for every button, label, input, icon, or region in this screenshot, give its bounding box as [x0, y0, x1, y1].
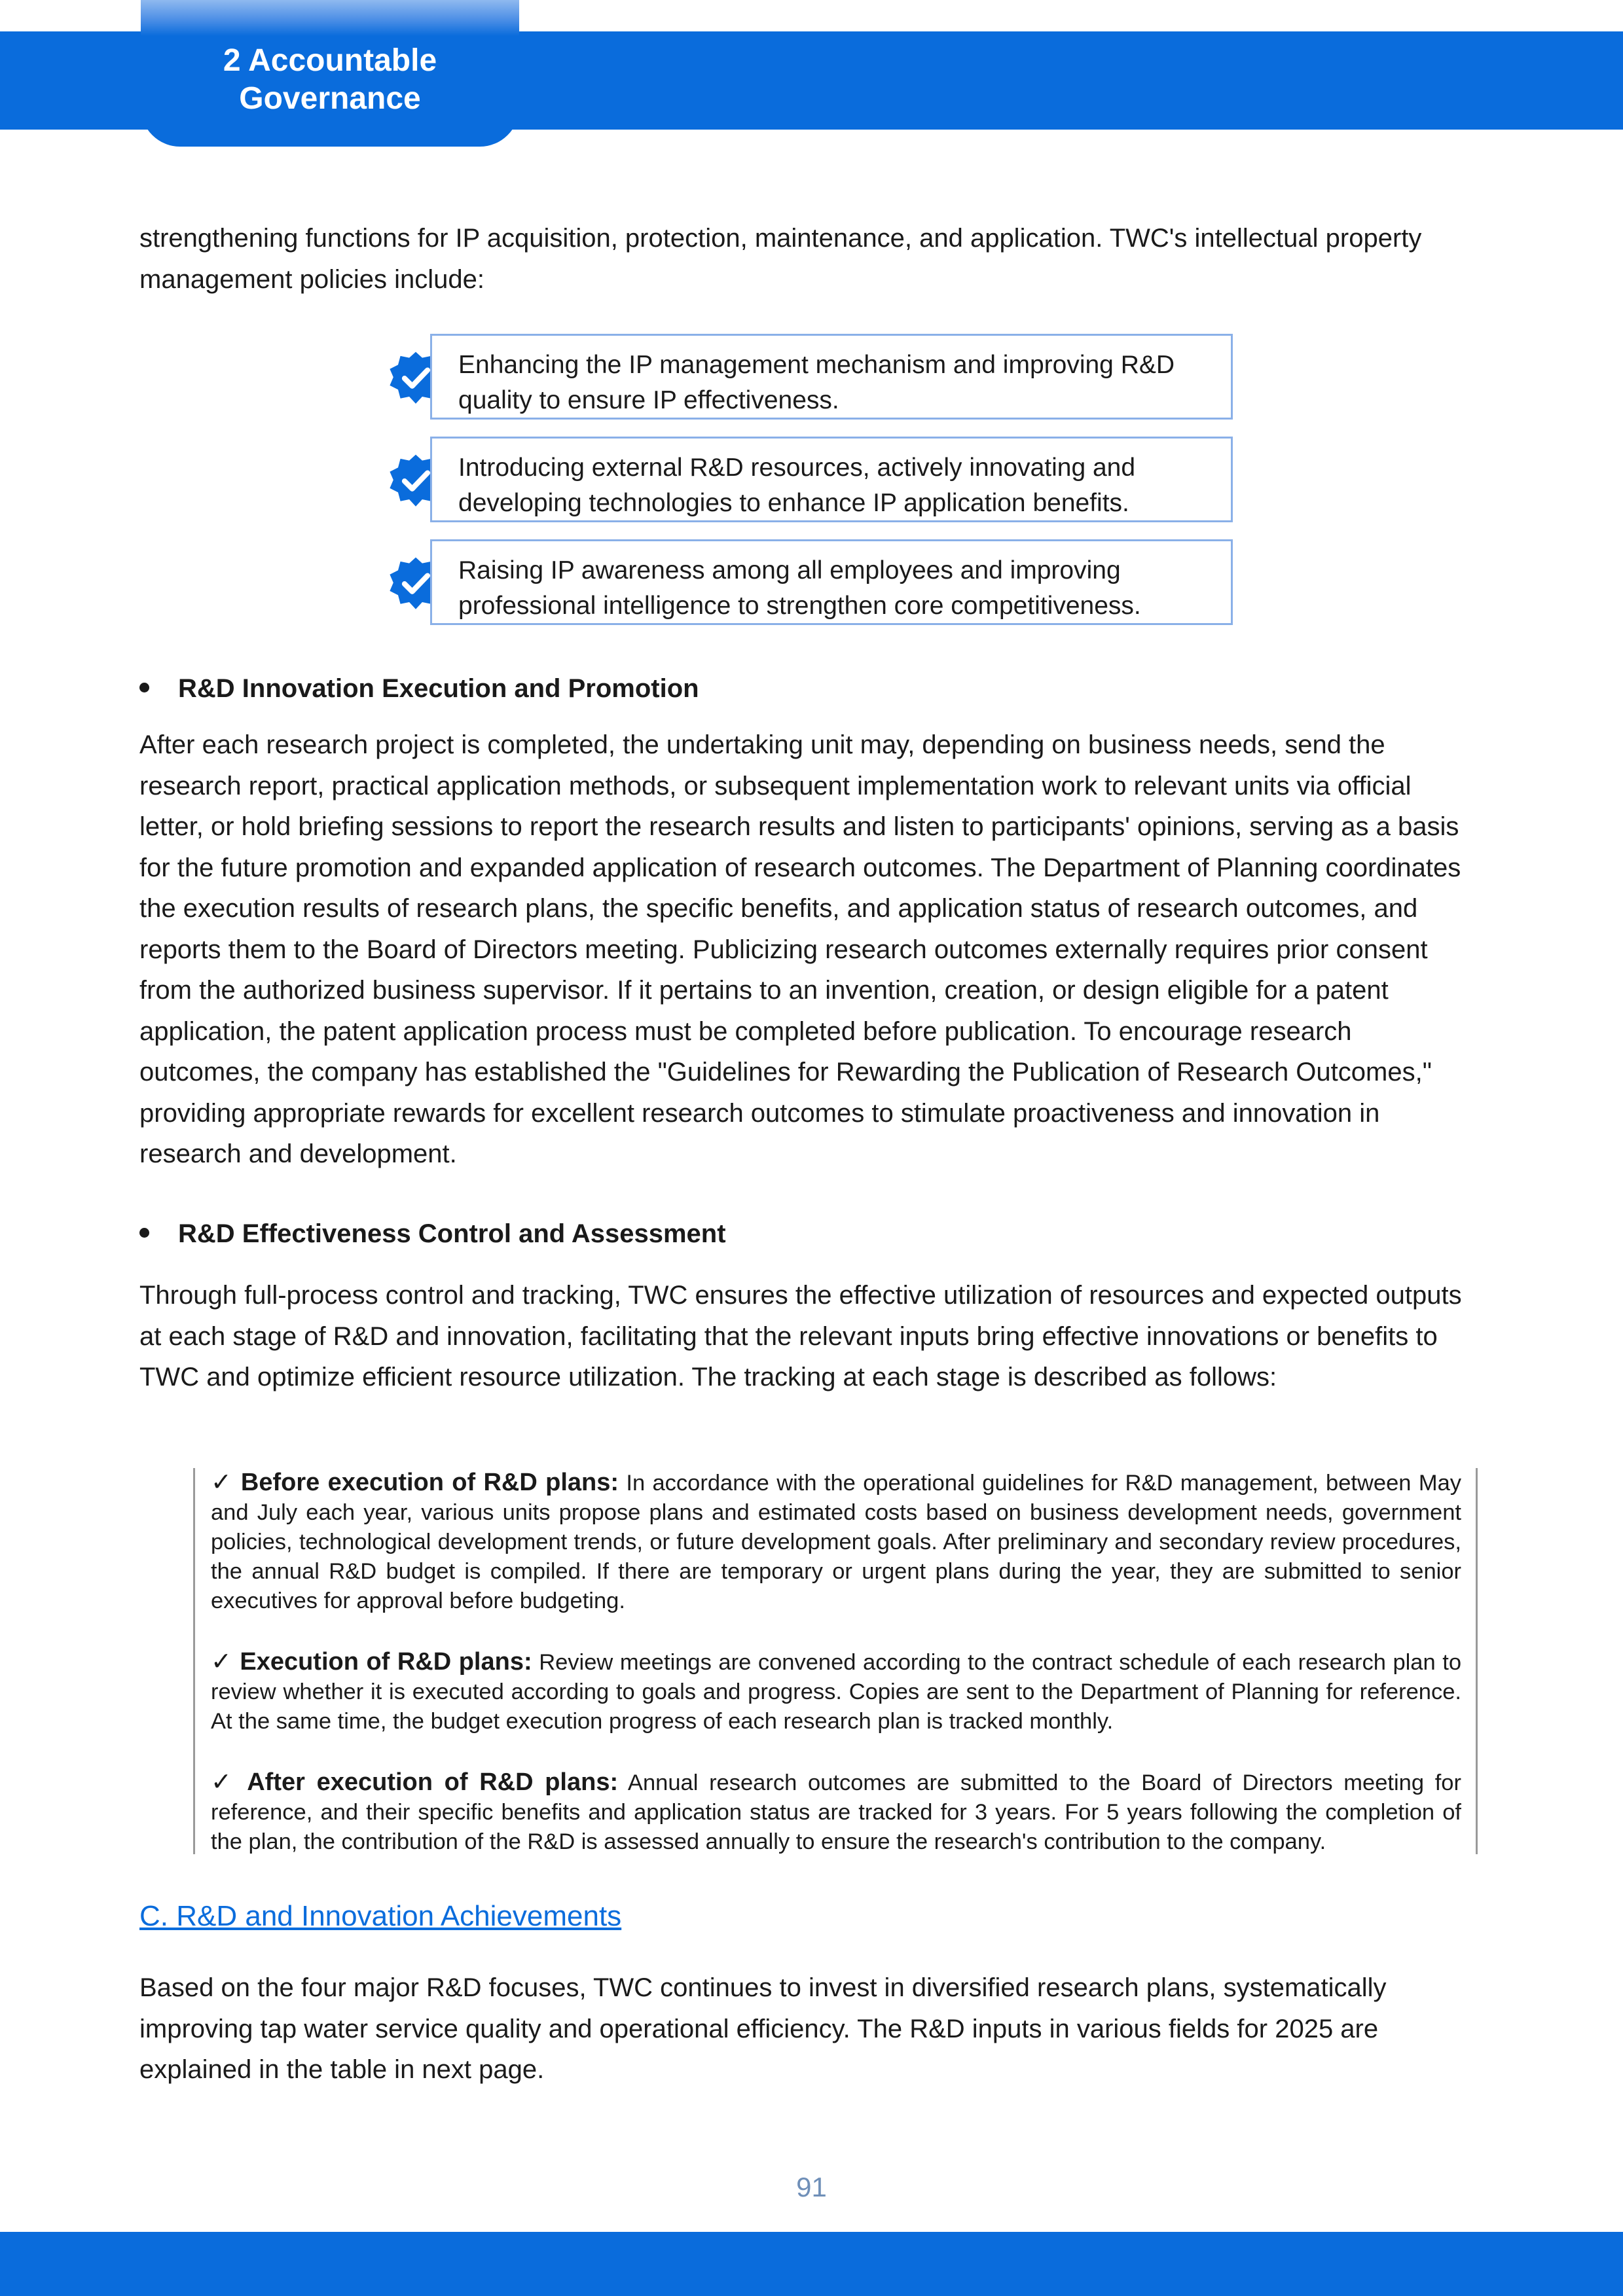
- policy-text: Raising IP awareness among all employees and improving professional intelligence to strengthen core competitiveness.: [430, 539, 1233, 625]
- footer-band: [0, 2232, 1623, 2296]
- stage-text: Annual research outcomes are submitted to the Board of Directors meeting for reference, and their specific benefits and application status are tracked for 3 years. For 5 years following the completion of the plan, the contribution of the R&D is assessed annually to ensure the research's contribution to the company.: [211, 1770, 1461, 1854]
- intro-section: [139, 218, 1475, 300]
- policy-item: [386, 539, 1237, 628]
- achievements-section-link[interactable]: C. R&D and Innovation Achievements: [139, 1900, 622, 1932]
- stage-text: In accordance with the operational guidelines for R&D management, between May and July each year, various units propose plans and estimated costs based on business development needs, government policies, technological development trends, or future development goals. After preliminary and secondary review procedures, the annual R&D budget is compiled. If there are temporary or urgent plans during the year, they are submitted to senior executives for approval before budgeting.: [211, 1471, 1462, 1613]
- policy-text: Introducing external R&D resources, actively innovating and developing technologies to enhance IP application benefits.: [430, 437, 1233, 522]
- stage-text: Review meetings are convened according to the contract schedule of each research plan to review whether it is executed according to goals and progress. Copies are sent to the Department of Planning for reference. At the same time, the budget execution progress of each research plan is tracked monthly.: [211, 1650, 1462, 1734]
- promotion-paragraph: After each research project is completed, the undertaking unit may, depending on business needs, send the research report, practical application methods, or subsequent implementation work to relevant units via official letter, or hold briefing sessions to report the research results and listen to participants' opinions, serving as a basis for the future promotion and expanded application of research outcomes. The Department of Planning coordinates the execution results of research plans, the specific benefits, and application status of research outcomes, and reports them to the Board of Directors meeting. Publicizing research outcomes externally requires prior consent from the authorized business supervisor. If it pertains to an invention, creation, or design eligible for a patent application, the patent application process must be completed before publication. To encourage research outcomes, the company has established the "Guidelines for Rewarding the Publication of Research Outcomes," providing appropriate rewards for excellent research outcomes to stimulate proactiveness and innovation in research and development.: [139, 730, 1461, 1168]
- chapter-title: 2 Accountable Governance: [223, 43, 437, 116]
- control-section: [139, 1275, 1475, 1398]
- promotion-heading-text: R&D Innovation Execution and Promotion: [178, 674, 699, 703]
- policy-text: Enhancing the IP management mechanism and improving R&D quality to ensure IP effectiveness.: [430, 334, 1233, 420]
- policy-item: [386, 334, 1237, 422]
- ip-policy-list: [386, 334, 1237, 642]
- intro-paragraph: strengthening functions for IP acquisition, protection, maintenance, and application. TWC's intellectual property management policies include:: [139, 224, 1422, 294]
- bullet-icon: [139, 1228, 149, 1238]
- stage-label: ✓ Execution of R&D plans:: [211, 1648, 532, 1676]
- bullet-icon: [139, 683, 149, 692]
- achievements-section: [139, 1967, 1475, 2090]
- tracking-stages-box: [193, 1468, 1478, 1854]
- promotion-heading: [139, 672, 699, 706]
- control-heading-text: R&D Effectiveness Control and Assessment: [178, 1219, 726, 1248]
- stage-after: [211, 1768, 1461, 1857]
- policy-item: [386, 437, 1237, 525]
- page-number: 91: [796, 2172, 827, 2202]
- stage-label: ✓ After execution of R&D plans:: [211, 1768, 619, 1796]
- stage-during: [211, 1647, 1461, 1736]
- control-paragraph: Through full-process control and tracking, TWC ensures the effective utilization of resources and expected outputs at each stage of R&D and innovation, facilitating that the relevant inputs bring effective innovations or benefits to TWC and optimize efficient resource utilization. The tracking at each stage is described as follows:: [139, 1281, 1462, 1391]
- chapter-tab: [141, 0, 519, 147]
- stage-before: [211, 1468, 1461, 1616]
- achievements-paragraph: Based on the four major R&D focuses, TWC continues to invest in diversified research plans, systematically improving tap water service quality and operational efficiency. The R&D inputs in various fields for 2025 are explained in the table in next page.: [139, 1973, 1387, 2084]
- stage-label: ✓ Before execution of R&D plans:: [211, 1469, 619, 1496]
- promotion-section: [139, 725, 1475, 1175]
- control-heading: [139, 1217, 726, 1251]
